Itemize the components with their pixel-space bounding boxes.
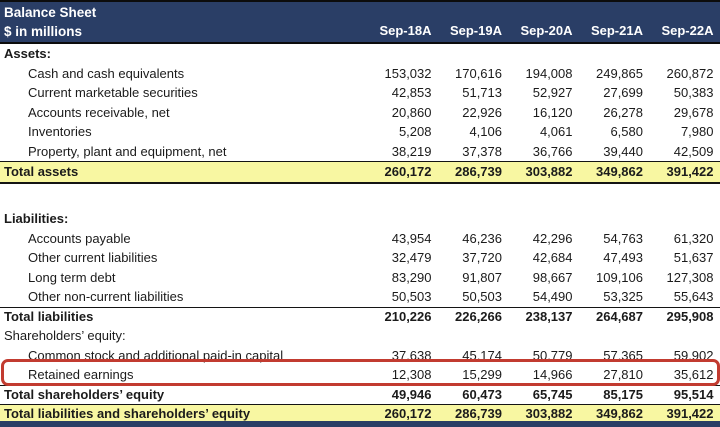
row-value: 83,290 [391, 269, 432, 285]
row-label: Accounts receivable, net [28, 104, 170, 120]
row-value: 12,308 [391, 367, 432, 383]
table-row [0, 365, 720, 385]
row-label: Inventories [28, 124, 92, 140]
table-row [0, 64, 720, 84]
column-header-sep-19a: Sep-19A [449, 23, 502, 38]
table-row [0, 44, 720, 64]
row-value: 91,807 [462, 269, 502, 285]
row-value: 29,678 [673, 104, 714, 120]
row-value: 194,008 [525, 65, 573, 81]
table-row [0, 122, 720, 142]
row-value: 260,172 [384, 405, 432, 421]
row-value: 37,378 [462, 143, 502, 159]
row-value: 38,219 [391, 143, 432, 159]
row-value: 6,580 [610, 124, 643, 140]
table-row [0, 268, 720, 288]
column-header-sep-18a: Sep-18A [379, 23, 432, 38]
row-value: 57,365 [603, 347, 643, 363]
row-label: Other non-current liabilities [28, 289, 184, 305]
row-value: 5,208 [398, 124, 432, 140]
row-value: 127,308 [666, 269, 714, 285]
row-label: Accounts payable [28, 230, 131, 246]
row-value: 54,490 [532, 289, 573, 305]
row-label: Total assets [4, 164, 79, 180]
row-value: 95,514 [673, 387, 714, 403]
row-value: 50,383 [673, 85, 714, 101]
row-value: 42,509 [673, 143, 714, 159]
spacer-row [0, 184, 720, 210]
row-value: 16,120 [532, 104, 573, 120]
column-header-sep-22a: Sep-22A [661, 23, 714, 38]
row-value: 391,422 [666, 405, 714, 421]
row-value: 46,236 [462, 230, 502, 246]
row-value: 42,853 [391, 85, 432, 101]
row-value: 264,687 [596, 309, 643, 325]
row-value: 98,667 [532, 269, 573, 285]
row-value: 85,175 [603, 387, 643, 403]
row-value: 286,739 [455, 164, 502, 180]
table-row [0, 385, 720, 405]
row-value: 50,503 [462, 289, 502, 305]
header-title-block [0, 2, 361, 42]
row-label: Current marketable securities [28, 85, 198, 101]
table-header [0, 0, 720, 44]
row-value: 303,882 [525, 405, 573, 421]
table-body [0, 44, 720, 421]
row-value: 238,137 [525, 309, 573, 325]
row-value: 45,174 [462, 347, 502, 363]
row-value: 286,739 [455, 405, 502, 421]
row-value: 20,860 [391, 104, 432, 120]
table-row [0, 229, 720, 249]
table-row [0, 209, 720, 229]
row-value: 153,032 [384, 65, 432, 81]
row-value: 210,226 [384, 309, 432, 325]
table-row [0, 346, 720, 366]
row-label: Total shareholders’ equity [4, 387, 165, 403]
table-row [0, 161, 720, 184]
row-value: 59,902 [673, 347, 714, 363]
table-row [0, 142, 720, 162]
row-value: 43,954 [391, 230, 432, 246]
row-value: 349,862 [596, 164, 643, 180]
row-value: 4,106 [469, 124, 502, 140]
row-label: Other current liabilities [28, 250, 158, 266]
row-value: 295,908 [666, 309, 714, 325]
column-header-sep-21a: Sep-21A [590, 23, 643, 38]
row-label: Cash and cash equivalents [28, 65, 185, 81]
row-label: Property, plant and equipment, net [28, 143, 227, 159]
row-value: 170,616 [455, 65, 502, 81]
row-value: 54,763 [603, 230, 643, 246]
row-value: 37,638 [391, 347, 432, 363]
row-value: 27,810 [603, 367, 643, 383]
row-label: Assets: [4, 46, 51, 62]
row-value: 47,493 [603, 250, 643, 266]
row-label: Retained earnings [28, 367, 134, 383]
units-label: $ in millions [4, 24, 83, 39]
table-row [0, 83, 720, 103]
row-value: 349,862 [596, 405, 643, 421]
row-label: Total liabilities [4, 309, 94, 325]
row-value: 7,980 [680, 124, 714, 140]
row-label: Liabilities: [4, 211, 69, 227]
row-value: 42,296 [532, 230, 573, 246]
row-value: 226,266 [455, 309, 502, 325]
row-value: 51,637 [673, 250, 714, 266]
row-label: Total liabilities and shareholders’ equity [4, 405, 251, 421]
table-row [0, 287, 720, 307]
row-value: 50,779 [532, 347, 573, 363]
row-value: 61,320 [673, 230, 714, 246]
bottom-bar [0, 421, 720, 427]
row-value: 303,882 [525, 164, 573, 180]
table-row [0, 326, 720, 346]
row-value: 37,720 [462, 250, 502, 266]
row-value: 65,745 [532, 387, 573, 403]
table-row [0, 248, 720, 268]
row-value: 27,699 [603, 85, 643, 101]
row-value: 51,713 [462, 85, 502, 101]
table-row [0, 404, 720, 421]
row-value: 260,872 [666, 65, 714, 81]
row-value: 35,612 [673, 367, 714, 383]
table-row [0, 307, 720, 327]
row-value: 391,422 [666, 164, 714, 180]
row-value: 260,172 [384, 164, 432, 180]
row-value: 49,946 [391, 387, 432, 403]
row-label: Long term debt [28, 269, 116, 285]
row-value: 52,927 [532, 85, 573, 101]
row-value: 32,479 [391, 250, 432, 266]
row-value: 53,325 [603, 289, 643, 305]
row-value: 39,440 [603, 143, 643, 159]
row-value: 50,503 [391, 289, 432, 305]
page-title: Balance Sheet [4, 5, 97, 20]
row-label: Common stock and additional paid-in capital [28, 347, 284, 363]
table-row [0, 103, 720, 123]
row-value: 26,278 [603, 104, 643, 120]
row-value: 249,865 [596, 65, 643, 81]
column-header-sep-20a: Sep-20A [520, 23, 573, 38]
row-value: 15,299 [462, 367, 502, 383]
row-value: 60,473 [462, 387, 502, 403]
row-value: 36,766 [532, 143, 573, 159]
row-label: Shareholders’ equity: [4, 328, 126, 344]
row-value: 109,106 [596, 269, 643, 285]
row-value: 22,926 [462, 104, 502, 120]
row-value: 55,643 [673, 289, 714, 305]
row-value: 42,684 [532, 250, 573, 266]
row-value: 14,966 [532, 367, 573, 383]
row-value: 4,061 [539, 124, 573, 140]
